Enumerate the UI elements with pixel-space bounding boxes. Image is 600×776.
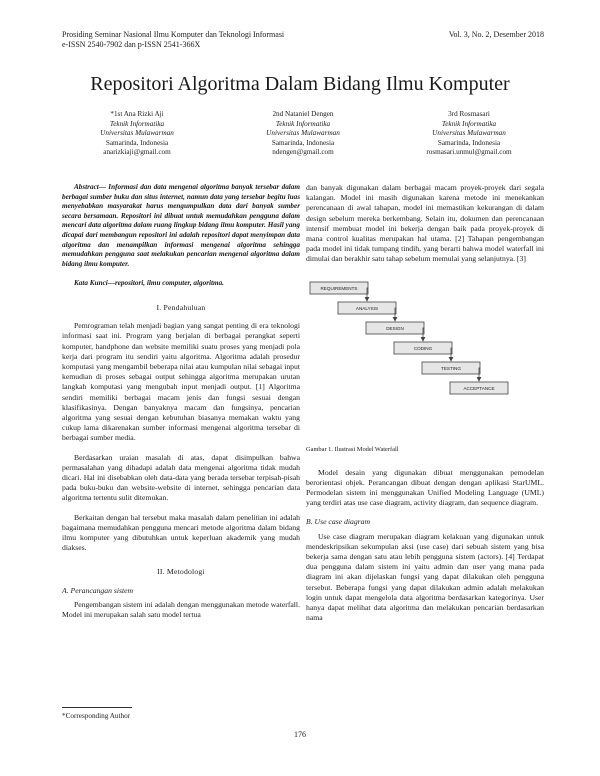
author-city: Samarinda, Indonesia (271, 138, 335, 147)
header-left (62, 30, 284, 50)
paragraph: Pemrograman telah menjadi bagian yang sangat penting di era teknologi informasi saat ini. Program yang berjalan di berbagai perangkat seperti komputer, handphone dan website memiliki suatu proses yang menjadi pola kerja dari program itu sendiri yaitu algoritma. Algoritma adalah prosedur komputasi yang mengambil beberapa nilai atau kumpulan nilai sebagai input kemudian di proses sebagai output sehingga algoritma merupakan urutan langkah komputasi yang mengubah input menjadi output. [1] Algoritma sendiri memiliki berbagai macam jenis dan fungsi sesuai dengan klasifikasinya. Dengan banyaknya macam dan fungsinya, pencarian algoritma yang sesuai dengan kebutuhan biasanya memakan waktu yang cukup lama dikarenakan sumber informasi mengenai algoritma tersebar di berbagai sumber media. (62, 321, 300, 443)
waterfall-step-testing (422, 362, 480, 374)
volume-info: Vol. 3, No. 2, Desember 2018 (448, 30, 544, 39)
waterfall-step-coding (394, 342, 452, 354)
author-1 (62, 110, 212, 158)
paragraph: dan banyak digunakan dalam berbagai macam proyek-proyek dari segala kalangan. Model ini masih digunakan karena metode ini menekankan perencanaan di awal tahapan, model ini memastikan kekurangan di dalam design sebelum mereka berkembang. Selain itu, dokumen dan perencanaan intensif membuat model ini bekerja dengan baik pada proyek-proyek di mana control kualitas merupakan hal utama. [2] Tahapan pengembangan pada model ini tidak tumpang tindih, yang berarti bahwa model waterfall ini dimulai dan berakhir satu tahap sebelum memulai yang selanjutnya. [3] (306, 183, 544, 264)
keywords: Kata Kunci—repositori, ilmu computer, algoritma. (74, 279, 224, 288)
author-univ: Universitas Mulawarman (100, 129, 174, 137)
author-email: ndengen@gmail.com (272, 148, 334, 156)
waterfall-diagram (306, 274, 544, 444)
footnote-rule (62, 707, 132, 708)
left-column (62, 183, 300, 629)
step-label: CODING (413, 345, 433, 351)
step-label: REQUIREMENTS (320, 285, 358, 291)
paper-title: Repositori Algoritma Dalam Bidang Ilmu Komputer (90, 73, 510, 95)
author-univ: Universitas Mulawarman (266, 129, 340, 137)
author-email: anarizkiaji@gmail.com (103, 148, 171, 156)
author-city: Samarinda, Indonesia (437, 138, 501, 147)
section-heading-methodology: II. Metodologi (157, 567, 205, 577)
author-city: Samarinda, Indonesia (105, 138, 169, 147)
waterfall-step-requirements (310, 282, 368, 294)
waterfall-step-analysis (338, 302, 396, 314)
waterfall-figure (306, 274, 544, 444)
abstract: Abstract— Informasi dan data mengenai algoritma banyak tersebar dalam berbagai sumber buku dan situs internet, namun data yang tersebar begitu luas menyebabkan masyarakat harus mengumpulkan data dari banyak sumber secara bersamaan. Repositori ini dibuat untuk memudahkan pengguna dalam mencari data algoritma dalam ruang lingkup bidang ilmu komputer. Hasil yang dicapai dari membangun repositori ini adalah repositori dapat menyimpan data algoritma dan menampilkan informasi mengenai algoritma sehingga memudahkan pengguna saat melakukan pencarian mengenai algoritma dalam bidang ilmu komputer. (62, 183, 300, 268)
subsection-heading: B. Use case diagram (306, 517, 371, 527)
issn-line: e-ISSN 2540-7902 dan p-ISSN 2541-366X (62, 40, 201, 49)
author-dept: Teknik Informatika (441, 119, 497, 128)
section-heading-introduction: I. Pendahuluan (156, 302, 206, 312)
author-dept: Teknik Informatika (109, 119, 165, 128)
step-label: ANALYSIS (355, 305, 379, 311)
author-2 (228, 110, 378, 158)
author-univ: Universitas Mulawarman (432, 129, 506, 137)
author-dept: Teknik Informatika (275, 119, 331, 128)
proceedings-title: Prosiding Seminar Nasional Ilmu Komputer dan Teknologi Informasi (62, 30, 285, 39)
footnote: *Corresponding Author (62, 712, 131, 720)
page-number: 176 (294, 730, 306, 739)
right-column (306, 183, 544, 632)
author-email: rosmasari.unmul@gmail.com (426, 148, 512, 156)
subsection-heading: A. Perancangan sistem (62, 585, 134, 595)
paragraph: Use case diagram merupakan diagram kelakuan yang digunakan untuk mendeskripsikan sekumpulan aksi (use case) dari sebuah sistem yang bisa bekerja sama dengan satu atau lebih pengguna sistem (actors). [4] Terdapat dua pengguna dalam sistem ini yaitu admin dan user yang mana pada diagram ini akan dijelaskan fungsi yang dapat dilakukan oleh pengguna tersebut. Beberapa fungsi yang dapat dilakukan admin adalah melakukan login untuk dapat mengelola data algoritma berdasarkan kategorinya. User hanya dapat melihat data algoritma dan melakukan pencarian berdasarkan nama (306, 531, 544, 623)
paragraph: Berdasarkan uraian masalah di atas, dapat disimpulkan bahwa permasalahan yang dihadapi adalah data mengenai algoritma tidak mudah dicari. Hal ini disebabkan oleh data-data yang berada tersebar terpisah-pisah pada buku-buku dan website-website di internet, sehingga pencarian data algoritma tertentu sulit ditemukan. (62, 452, 300, 503)
step-label: TESTING (441, 365, 461, 371)
paragraph: Berkaitan dengan hal tersebut maka masalah dalam penelitian ini adalah bagaimana memudahkan pengguna mencari metode algoritma dalam bidang ilmu komputer yang dibutuhkan untuk keperluan akademik yang mudah diakses. (62, 512, 300, 553)
waterfall-step-acceptance (450, 382, 508, 394)
author-name: 2nd Nataniel Dengen (272, 110, 334, 118)
step-label: ACCEPTANCE (463, 385, 495, 391)
step-label: DESIGN (386, 325, 404, 331)
author-3 (394, 110, 544, 158)
figure-caption: Gambar 1. Ilustrasi Model Waterfall (306, 445, 399, 453)
paragraph: Pengembangan sistem ini adalah dengan menggunakan metode waterfall. Model ini merupakan salah satu model tertua (62, 599, 300, 620)
author-name: *1st Ana Rizki Aji (110, 110, 164, 118)
paragraph: Model desain yang digunakan dibuat menggunakan pemodelan berorientasi objek. Perancangan dibuat dengan dengan aplikasi StarUML. Permodelan sistem ini menggunakan Unified Modeling Language (UML) yang terdiri atas use case diagram, activity diagram, dan sequence diagram. (306, 467, 544, 508)
waterfall-step-design (366, 322, 424, 334)
author-name: 3rd Rosmasari (448, 110, 490, 118)
